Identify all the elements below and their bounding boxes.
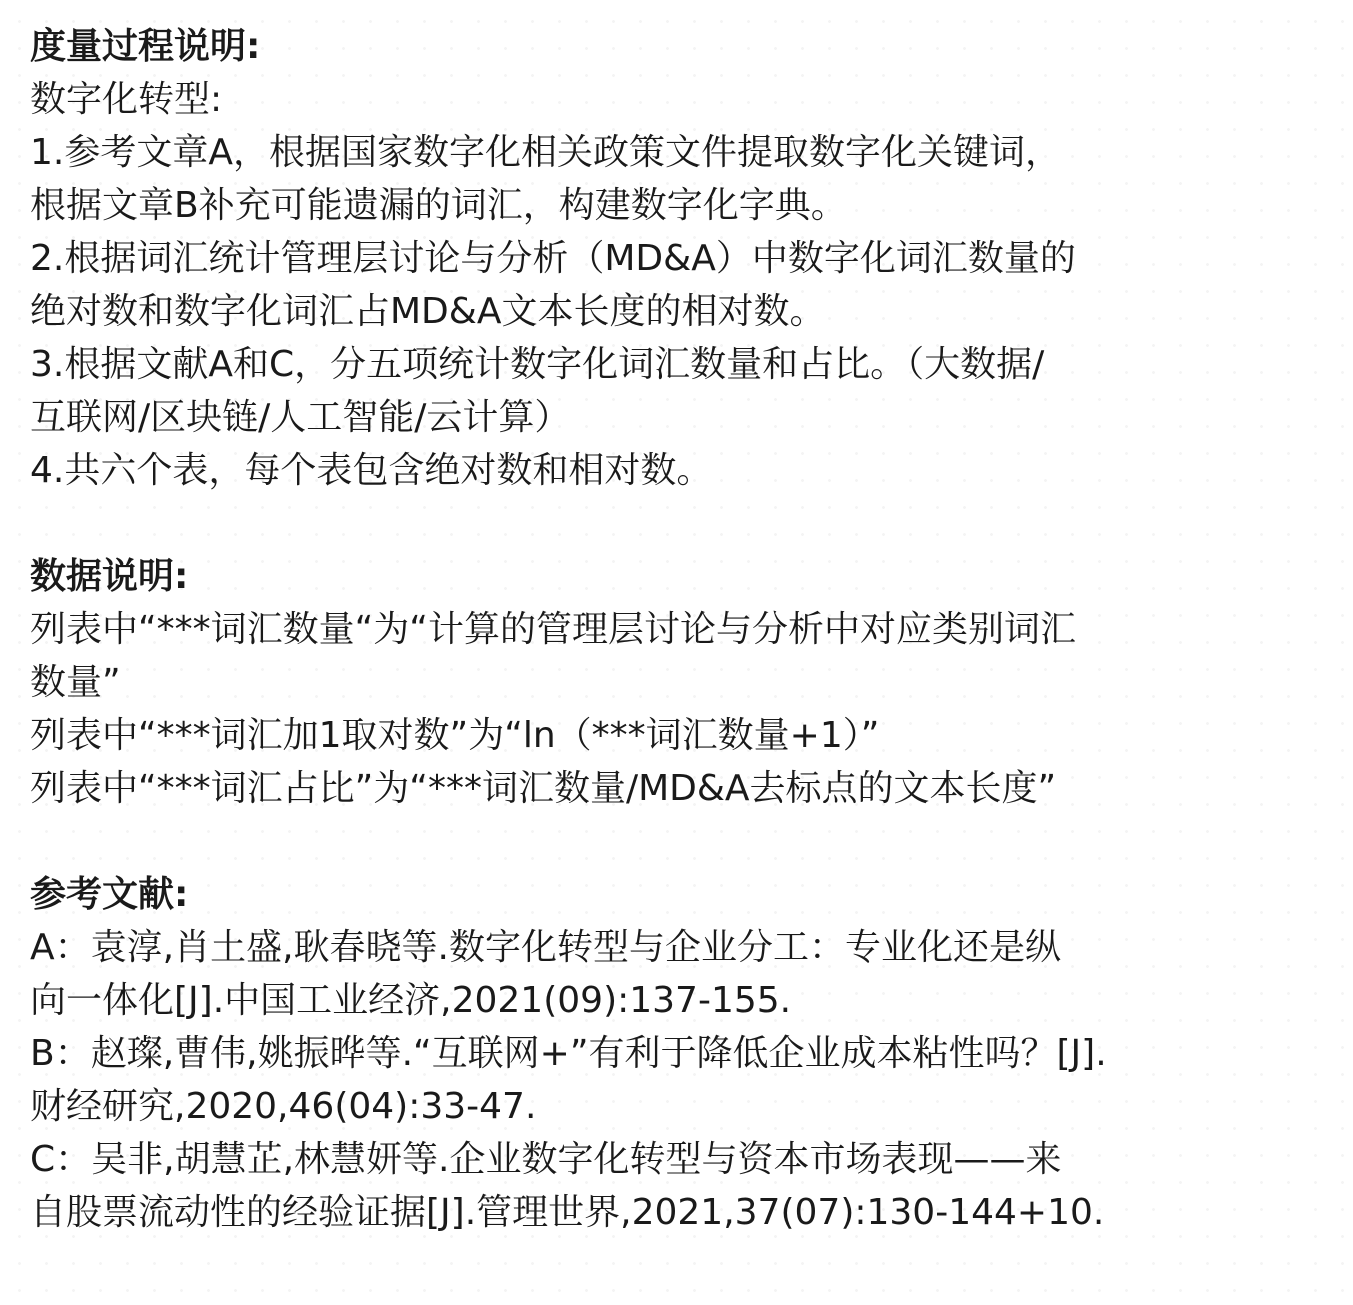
text-line: 数量”: [30, 662, 121, 703]
data-description-section: [30, 550, 1330, 815]
text-line: 根据文章B补充可能遗漏的词汇，构建数字化字典。: [30, 185, 847, 226]
text-line: 列表中“***词汇加1取对数”为“ln（***词汇数量+1）”: [30, 715, 880, 756]
text-line: 绝对数和数字化词汇占MD&A文本长度的相对数。: [30, 291, 826, 332]
reference-line: A：袁淳,肖土盛,耿春晓等.数字化转型与企业分工：专业化还是纵: [30, 927, 1061, 968]
references-heading: 参考文献:: [30, 874, 189, 915]
text-line: 1.参考文章A，根据国家数字化相关政策文件提取数字化关键词，: [30, 132, 1061, 173]
text-line: 4.共六个表，每个表包含绝对数和相对数。: [30, 450, 713, 491]
reference-line: C：吴非,胡慧芷,林慧妍等.企业数字化转型与资本市场表现——来: [30, 1139, 1062, 1180]
references-section: [30, 868, 1330, 1239]
measurement-section: [30, 20, 1330, 497]
text-line: 2.根据词汇统计管理层讨论与分析（MD&A）中数字化词汇数量的: [30, 238, 1076, 279]
data-description-heading: 数据说明:: [30, 556, 189, 597]
text-line: 互联网/区块链/人工智能/云计算）: [30, 397, 571, 438]
text-line: 数字化转型:: [30, 79, 223, 120]
text-line: 列表中“***词汇占比”为“***词汇数量/MD&A去标点的文本长度”: [30, 768, 1057, 809]
text-line: 3.根据文献A和C，分五项统计数字化词汇数量和占比。（大数据/: [30, 344, 1045, 385]
reference-line: 自股票流动性的经验证据[J].管理世界,2021,37(07):130-144+10.: [30, 1192, 1105, 1233]
reference-line: 财经研究,2020,46(04):33-47.: [30, 1086, 537, 1127]
reference-line: 向一体化[J].中国工业经济,2021(09):137-155.: [30, 980, 792, 1021]
document: [30, 20, 1330, 1239]
reference-line: B：赵璨,曹伟,姚振晔等.“互联网+”有利于降低企业成本粘性吗？[J].: [30, 1033, 1107, 1074]
measurement-heading: 度量过程说明:: [30, 26, 261, 67]
text-line: 列表中“***词汇数量“为“计算的管理层讨论与分析中对应类别词汇: [30, 609, 1076, 650]
